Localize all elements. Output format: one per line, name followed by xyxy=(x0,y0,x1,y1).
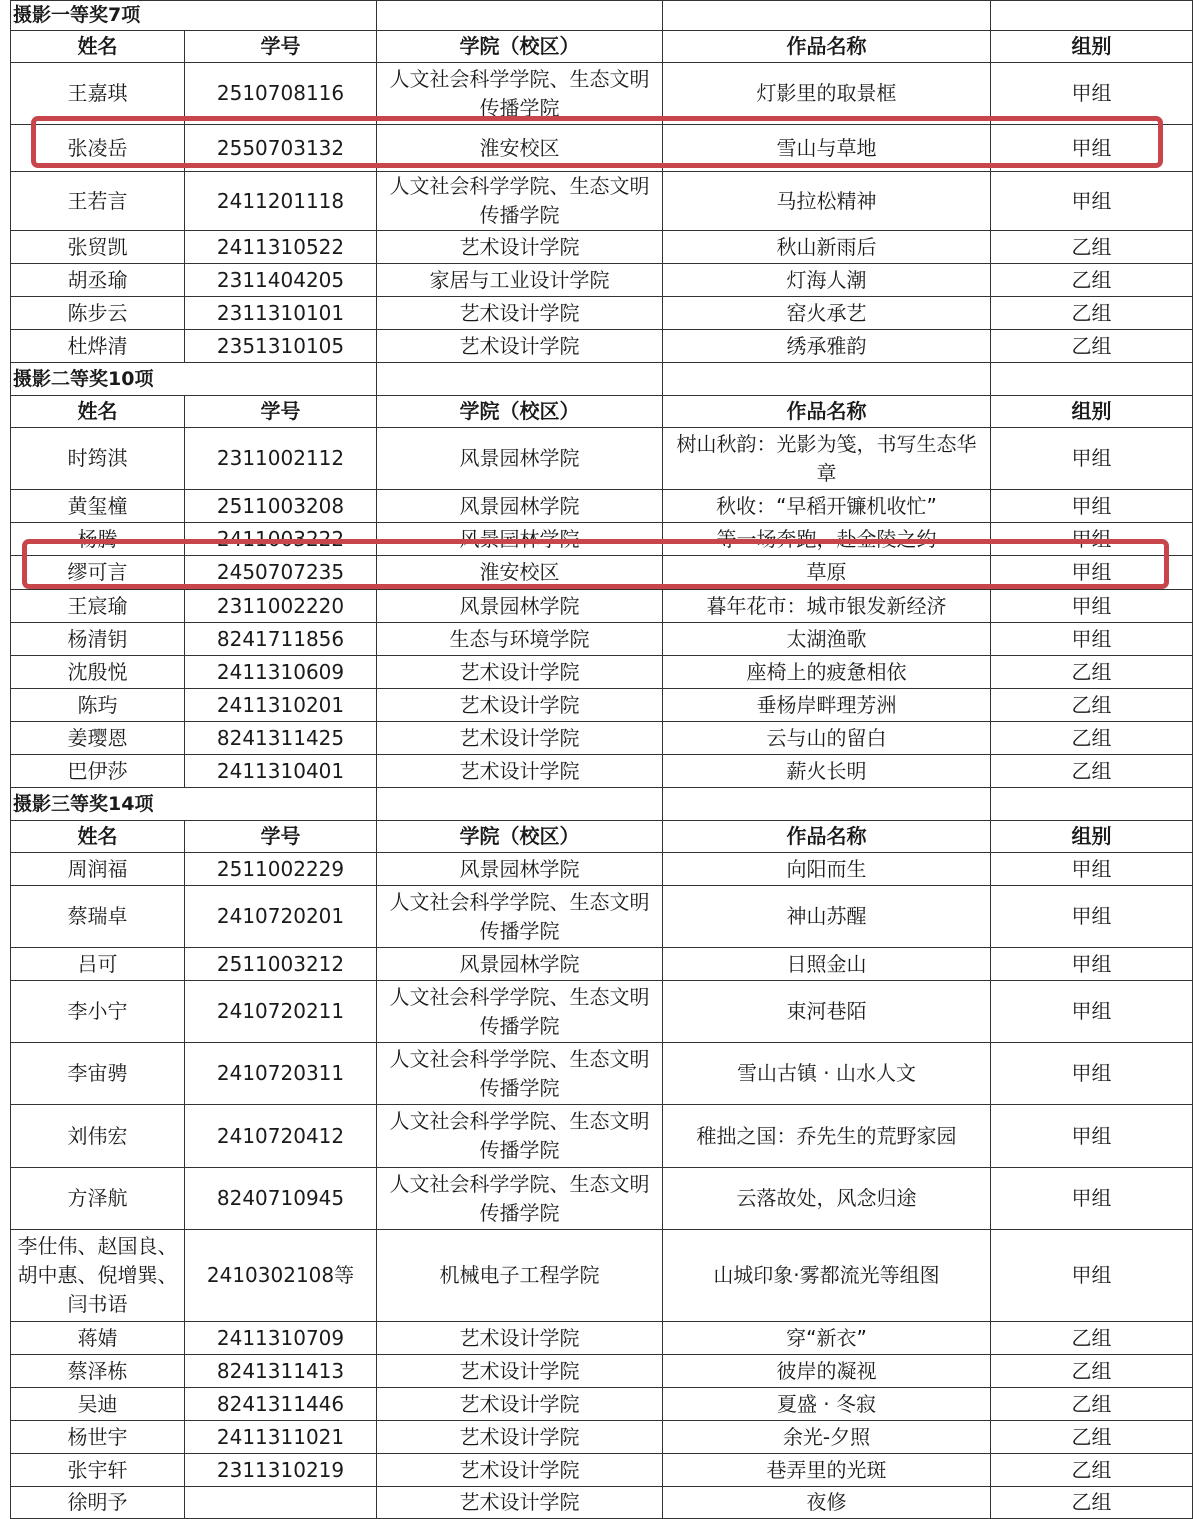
table-row xyxy=(11,948,1193,981)
group-cell: 甲组 xyxy=(991,886,1193,948)
work-title-cell: 夜修 xyxy=(663,1487,991,1519)
student-id-cell: 2511003212 xyxy=(185,948,377,981)
work-title-cell: 秋山新雨后 xyxy=(663,231,991,264)
name-cell: 李宙骋 xyxy=(11,1043,185,1105)
work-title-cell: 雪山古镇 · 山水人文 xyxy=(663,1043,991,1105)
table-row xyxy=(11,1168,1193,1230)
student-id-cell: 8241311446 xyxy=(185,1388,377,1421)
name-cell: 姜璎恩 xyxy=(11,722,185,755)
work-title-cell: 巷弄里的光斑 xyxy=(663,1454,991,1487)
column-header-name: 姓名 xyxy=(11,821,185,853)
group-cell: 乙组 xyxy=(991,722,1193,755)
section-title-row xyxy=(11,1,1193,31)
blank-cell xyxy=(663,788,991,821)
awards-table xyxy=(10,0,1193,1519)
table-row xyxy=(11,689,1193,722)
column-header-work-title: 作品名称 xyxy=(663,31,991,63)
work-title-cell: 彼岸的凝视 xyxy=(663,1355,991,1388)
student-id-cell: 2311002220 xyxy=(185,590,377,623)
college-cell: 人文社会科学学院、生态文明传播学院 xyxy=(377,1043,663,1105)
college-cell: 艺术设计学院 xyxy=(377,330,663,363)
table-row xyxy=(11,264,1193,297)
name-cell: 蔡泽栋 xyxy=(11,1355,185,1388)
group-cell: 乙组 xyxy=(991,1454,1193,1487)
group-cell: 甲组 xyxy=(991,428,1193,490)
table-row xyxy=(11,1355,1193,1388)
name-cell: 李小宁 xyxy=(11,981,185,1043)
work-title-cell: 草原 xyxy=(663,556,991,590)
student-id-cell xyxy=(185,1487,377,1519)
college-cell: 风景园林学院 xyxy=(377,853,663,886)
name-cell: 时筠淇 xyxy=(11,428,185,490)
college-cell: 人文社会科学学院、生态文明传播学院 xyxy=(377,981,663,1043)
table-row xyxy=(11,297,1193,330)
table-row xyxy=(11,556,1193,590)
group-cell: 甲组 xyxy=(991,490,1193,523)
blank-cell xyxy=(991,363,1193,396)
group-cell: 甲组 xyxy=(991,556,1193,590)
table-row xyxy=(11,886,1193,948)
group-cell: 甲组 xyxy=(991,590,1193,623)
group-cell: 甲组 xyxy=(991,1230,1193,1322)
column-header-college: 学院（校区） xyxy=(377,821,663,853)
college-cell: 淮安校区 xyxy=(377,125,663,172)
work-title-cell: 余光-夕照 xyxy=(663,1421,991,1454)
college-cell: 艺术设计学院 xyxy=(377,722,663,755)
name-cell: 王宸瑜 xyxy=(11,590,185,623)
student-id-cell: 2311310219 xyxy=(185,1454,377,1487)
table-row xyxy=(11,1105,1193,1168)
group-cell: 甲组 xyxy=(991,1168,1193,1230)
college-cell: 家居与工业设计学院 xyxy=(377,264,663,297)
table-row xyxy=(11,1322,1193,1355)
table-row xyxy=(11,722,1193,755)
group-cell: 甲组 xyxy=(991,623,1193,656)
column-header-group: 组别 xyxy=(991,31,1193,63)
student-id-cell: 2450707235 xyxy=(185,556,377,590)
college-cell: 艺术设计学院 xyxy=(377,1421,663,1454)
column-header-student-id: 学号 xyxy=(185,396,377,428)
name-cell: 刘伟宏 xyxy=(11,1105,185,1168)
name-cell: 杜烨清 xyxy=(11,330,185,363)
college-cell: 风景园林学院 xyxy=(377,948,663,981)
student-id-cell: 8241711856 xyxy=(185,623,377,656)
student-id-cell: 2411310401 xyxy=(185,755,377,788)
group-cell: 乙组 xyxy=(991,264,1193,297)
blank-cell xyxy=(663,363,991,396)
table-row xyxy=(11,656,1193,689)
college-cell: 人文社会科学学院、生态文明传播学院 xyxy=(377,1168,663,1230)
work-title-cell: 窑火承艺 xyxy=(663,297,991,330)
blank-cell xyxy=(991,788,1193,821)
college-cell: 艺术设计学院 xyxy=(377,297,663,330)
table-row xyxy=(11,330,1193,363)
blank-cell xyxy=(377,1,663,31)
table-row xyxy=(11,1454,1193,1487)
student-id-cell: 2311310101 xyxy=(185,297,377,330)
group-cell: 甲组 xyxy=(991,1105,1193,1168)
table-row xyxy=(11,623,1193,656)
group-cell: 乙组 xyxy=(991,297,1193,330)
group-cell: 甲组 xyxy=(991,125,1193,172)
student-id-cell: 2410720211 xyxy=(185,981,377,1043)
table-row xyxy=(11,1230,1193,1322)
section-title: 摄影一等奖7项 xyxy=(11,1,185,31)
group-cell: 乙组 xyxy=(991,689,1193,722)
name-cell: 张宇轩 xyxy=(11,1454,185,1487)
table-row xyxy=(11,1421,1193,1454)
header-row xyxy=(11,31,1193,63)
student-id-cell: 2410720201 xyxy=(185,886,377,948)
table-row xyxy=(11,63,1193,125)
college-cell: 生态与环境学院 xyxy=(377,623,663,656)
group-cell: 乙组 xyxy=(991,755,1193,788)
name-cell: 王嘉琪 xyxy=(11,63,185,125)
student-id-cell: 2410720311 xyxy=(185,1043,377,1105)
student-id-cell: 2550703132 xyxy=(185,125,377,172)
column-header-group: 组别 xyxy=(991,396,1193,428)
college-cell: 风景园林学院 xyxy=(377,590,663,623)
student-id-cell: 2410302108等 xyxy=(185,1230,377,1322)
student-id-cell: 8240710945 xyxy=(185,1168,377,1230)
group-cell: 甲组 xyxy=(991,981,1193,1043)
blank-cell xyxy=(377,363,663,396)
table-row xyxy=(11,231,1193,264)
work-title-cell: 秋收：“早稻开镰机收忙” xyxy=(663,490,991,523)
work-title-cell: 马拉松精神 xyxy=(663,172,991,231)
table-row xyxy=(11,523,1193,556)
name-cell: 张贸凯 xyxy=(11,231,185,264)
blank-cell xyxy=(185,788,377,821)
student-id-cell: 2311404205 xyxy=(185,264,377,297)
work-title-cell: 夏盛 · 冬寂 xyxy=(663,1388,991,1421)
name-cell: 徐明予 xyxy=(11,1487,185,1519)
college-cell: 艺术设计学院 xyxy=(377,231,663,264)
name-cell: 黄玺橦 xyxy=(11,490,185,523)
column-header-name: 姓名 xyxy=(11,31,185,63)
student-id-cell: 2351310105 xyxy=(185,330,377,363)
name-cell: 杨腾 xyxy=(11,523,185,556)
work-title-cell: 束河巷陌 xyxy=(663,981,991,1043)
student-id-cell: 2411003222 xyxy=(185,523,377,556)
college-cell: 人文社会科学学院、生态文明传播学院 xyxy=(377,1105,663,1168)
student-id-cell: 2411310609 xyxy=(185,656,377,689)
student-id-cell: 8241311413 xyxy=(185,1355,377,1388)
column-header-group: 组别 xyxy=(991,821,1193,853)
work-title-cell: 绣承雅韵 xyxy=(663,330,991,363)
work-title-cell: 灯影里的取景框 xyxy=(663,63,991,125)
student-id-cell: 2510708116 xyxy=(185,63,377,125)
college-cell: 风景园林学院 xyxy=(377,428,663,490)
name-cell: 蔡瑞卓 xyxy=(11,886,185,948)
work-title-cell: 座椅上的疲惫相依 xyxy=(663,656,991,689)
group-cell: 甲组 xyxy=(991,1043,1193,1105)
group-cell: 甲组 xyxy=(991,853,1193,886)
work-title-cell: 穿“新衣” xyxy=(663,1322,991,1355)
name-cell: 李仕伟、赵国良、胡中惠、倪增巽、闫书语 xyxy=(11,1230,185,1322)
group-cell: 乙组 xyxy=(991,1355,1193,1388)
column-header-college: 学院（校区） xyxy=(377,31,663,63)
column-header-student-id: 学号 xyxy=(185,31,377,63)
work-title-cell: 薪火长明 xyxy=(663,755,991,788)
table-row xyxy=(11,490,1193,523)
table-row xyxy=(11,172,1193,231)
college-cell: 艺术设计学院 xyxy=(377,1388,663,1421)
name-cell: 吕可 xyxy=(11,948,185,981)
name-cell: 陈玙 xyxy=(11,689,185,722)
group-cell: 乙组 xyxy=(991,330,1193,363)
name-cell: 巴伊莎 xyxy=(11,755,185,788)
work-title-cell: 太湖渔歌 xyxy=(663,623,991,656)
name-cell: 周润福 xyxy=(11,853,185,886)
blank-cell xyxy=(663,1,991,31)
column-header-college: 学院（校区） xyxy=(377,396,663,428)
name-cell: 杨清钥 xyxy=(11,623,185,656)
group-cell: 乙组 xyxy=(991,1388,1193,1421)
student-id-cell: 2411311021 xyxy=(185,1421,377,1454)
name-cell: 王若言 xyxy=(11,172,185,231)
name-cell: 缪可言 xyxy=(11,556,185,590)
section-title-row xyxy=(11,788,1193,821)
college-cell: 人文社会科学学院、生态文明传播学院 xyxy=(377,172,663,231)
table-row xyxy=(11,590,1193,623)
blank-cell xyxy=(991,1,1193,31)
college-cell: 风景园林学院 xyxy=(377,490,663,523)
column-header-student-id: 学号 xyxy=(185,821,377,853)
work-title-cell: 垂杨岸畔理芳洲 xyxy=(663,689,991,722)
column-header-work-title: 作品名称 xyxy=(663,821,991,853)
table-row xyxy=(11,1487,1193,1519)
column-header-work-title: 作品名称 xyxy=(663,396,991,428)
work-title-cell: 树山秋韵：光影为笺，书写生态华章 xyxy=(663,428,991,490)
name-cell: 方泽航 xyxy=(11,1168,185,1230)
section-title: 摄影三等奖14项 xyxy=(11,788,185,821)
table-row xyxy=(11,428,1193,490)
name-cell: 胡丞瑜 xyxy=(11,264,185,297)
section-title-row xyxy=(11,363,1193,396)
student-id-cell: 2511002229 xyxy=(185,853,377,886)
name-cell: 蒋婧 xyxy=(11,1322,185,1355)
college-cell: 机械电子工程学院 xyxy=(377,1230,663,1322)
table-row xyxy=(11,125,1193,172)
college-cell: 艺术设计学院 xyxy=(377,1355,663,1388)
name-cell: 张凌岳 xyxy=(11,125,185,172)
student-id-cell: 2410720412 xyxy=(185,1105,377,1168)
table-row xyxy=(11,981,1193,1043)
group-cell: 乙组 xyxy=(991,1487,1193,1519)
college-cell: 艺术设计学院 xyxy=(377,755,663,788)
work-title-cell: 云落故处，风念归途 xyxy=(663,1168,991,1230)
table-row xyxy=(11,1043,1193,1105)
student-id-cell: 2511003208 xyxy=(185,490,377,523)
student-id-cell: 2411310522 xyxy=(185,231,377,264)
group-cell: 甲组 xyxy=(991,63,1193,125)
work-title-cell: 雪山与草地 xyxy=(663,125,991,172)
group-cell: 甲组 xyxy=(991,172,1193,231)
work-title-cell: 神山苏醒 xyxy=(663,886,991,948)
college-cell: 艺术设计学院 xyxy=(377,656,663,689)
header-row xyxy=(11,396,1193,428)
work-title-cell: 日照金山 xyxy=(663,948,991,981)
table-row xyxy=(11,1388,1193,1421)
name-cell: 沈殷悦 xyxy=(11,656,185,689)
college-cell: 艺术设计学院 xyxy=(377,1322,663,1355)
table-row xyxy=(11,853,1193,886)
work-title-cell: 山城印象·雾都流光等组图 xyxy=(663,1230,991,1322)
work-title-cell: 稚拙之国：乔先生的荒野家园 xyxy=(663,1105,991,1168)
header-row xyxy=(11,821,1193,853)
name-cell: 吴迪 xyxy=(11,1388,185,1421)
section-title: 摄影二等奖10项 xyxy=(11,363,185,396)
student-id-cell: 8241311425 xyxy=(185,722,377,755)
group-cell: 甲组 xyxy=(991,948,1193,981)
work-title-cell: 灯海人潮 xyxy=(663,264,991,297)
college-cell: 人文社会科学学院、生态文明传播学院 xyxy=(377,63,663,125)
group-cell: 乙组 xyxy=(991,1421,1193,1454)
college-cell: 艺术设计学院 xyxy=(377,689,663,722)
college-cell: 艺术设计学院 xyxy=(377,1454,663,1487)
table-row xyxy=(11,755,1193,788)
student-id-cell: 2411310201 xyxy=(185,689,377,722)
blank-cell xyxy=(185,1,377,31)
college-cell: 人文社会科学学院、生态文明传播学院 xyxy=(377,886,663,948)
group-cell: 乙组 xyxy=(991,1322,1193,1355)
group-cell: 乙组 xyxy=(991,656,1193,689)
group-cell: 乙组 xyxy=(991,231,1193,264)
student-id-cell: 2411310709 xyxy=(185,1322,377,1355)
college-cell: 淮安校区 xyxy=(377,556,663,590)
work-title-cell: 暮年花市：城市银发新经济 xyxy=(663,590,991,623)
college-cell: 艺术设计学院 xyxy=(377,1487,663,1519)
column-header-name: 姓名 xyxy=(11,396,185,428)
student-id-cell: 2311002112 xyxy=(185,428,377,490)
group-cell: 甲组 xyxy=(991,523,1193,556)
blank-cell xyxy=(185,363,377,396)
college-cell: 风景园林学院 xyxy=(377,523,663,556)
work-title-cell: 等一场奔跑，赴金陵之约 xyxy=(663,523,991,556)
name-cell: 杨世宇 xyxy=(11,1421,185,1454)
blank-cell xyxy=(377,788,663,821)
work-title-cell: 云与山的留白 xyxy=(663,722,991,755)
work-title-cell: 向阳而生 xyxy=(663,853,991,886)
name-cell: 陈步云 xyxy=(11,297,185,330)
student-id-cell: 2411201118 xyxy=(185,172,377,231)
